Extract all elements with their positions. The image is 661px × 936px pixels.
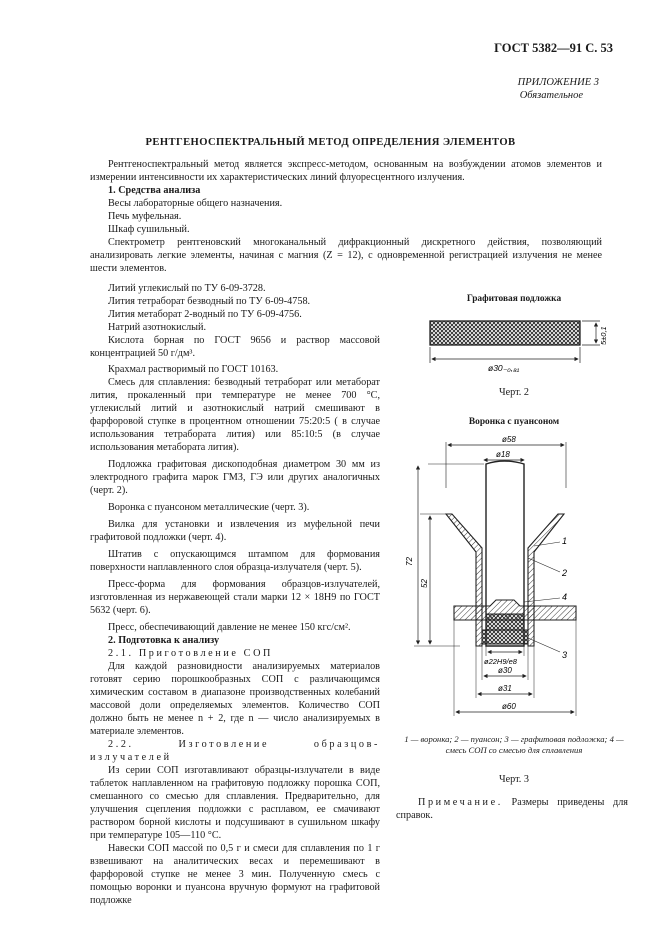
- list-item: Пресс, обеспечивающий давление не менее 150 кгс/см².: [108, 622, 351, 633]
- list-item: Подложка графитовая дископодобная диаметром 30 мм из электродного графита марок ГМЗ, ГЭ или других аналогичных (черт. 2).: [90, 459, 380, 496]
- section2-heading: 2. Подготовка к анализу: [108, 635, 220, 646]
- list-item: Спектрометр рентгеновский многоканальный дифракционный дискретного действия, позволяющий анализировать легкие элементы, начиная с магния (Z = 12), с одновременной регистрацией излучения не менее шести элементов.: [90, 237, 602, 274]
- dim-label: ø60: [502, 702, 516, 711]
- figure2-title: Графитовая подложка: [466, 294, 562, 304]
- appendix-status: Обязательное: [519, 90, 583, 101]
- subsection-text: Навески СОП массой по 0,5 г и смеси для сплавления по 1 г взвешивают на аналитических весах и перемешивают в фарфоровой ступке не менее 3 мин. Полученную смесь с помощью воронки и пуансона вручную формуют на графитовой подложке: [90, 843, 380, 906]
- note-label: Примечание.: [418, 797, 503, 808]
- figure3-caption: Черт. 3: [499, 774, 529, 785]
- subsection-text: Для каждой разновидности анализируемых материалов готовят серию порошкообразных СОП с различающимся химическим составом в диапазоне производственных колебаний массовой доли определяемых элементов. Количество СОП должно быть не менее n + 2, где n — число анализируемых в материале элементов.: [90, 661, 380, 737]
- section1-heading: 1. Средства анализа: [108, 185, 201, 196]
- dim-label: 52: [420, 579, 429, 588]
- list-item: Штатив с опускающимся штампом для формования поверхности наплавленного слоя образца-излучателя (черт. 5).: [90, 549, 380, 573]
- list-item: Пресс-форма для формования образцов-излучателей, изготовленная из нержавеющей стали марки 12 × 18Н9 по ГОСТ 5632 (черт. 6).: [90, 579, 380, 616]
- note: [396, 796, 628, 822]
- figure2-caption: Черт. 2: [499, 387, 529, 398]
- callout-2: 2: [562, 568, 568, 578]
- subsection-title: 2.2. Изготовление образцов-излучателей: [90, 739, 380, 763]
- graphite-substrate: [482, 630, 528, 644]
- list-item: Лития тетраборат безводный по ТУ 6-09-4758.: [108, 296, 311, 307]
- dim-label: ø31: [498, 684, 512, 693]
- appendix-label: [518, 76, 599, 102]
- funnel-right: [528, 514, 564, 646]
- list-item: Вилка для установки и извлечения из муфельной печи графитовой подложки (черт. 4).: [90, 519, 380, 543]
- callout-3: 3: [562, 650, 568, 660]
- list-item: Кислота борная по ГОСТ 9656 и раствор массовой концентрацией 50 г/дм³.: [90, 335, 380, 359]
- subsection-text: Из серии СОП изготавливают образцы-излучатели в виде таблеток наплавленном на графитовую подложку порошка СОП, смешанного со смесью для сплавления. Предварительно, для улучшения сцепления подложки с расплавом, ее смачивают раствором борной кислоты и подсушивают в сушильном шкафу при температуре 105—110 °С.: [90, 765, 380, 841]
- dim-label: ø18: [496, 450, 510, 459]
- callout-1: 1: [562, 536, 568, 546]
- list-item: Весы лабораторные общего назначения.: [108, 198, 283, 209]
- list-item: Смесь для сплавления: безводный тетраборат или метаборат лития, прокаленный при температуре не менее 700 °С, углекислый литий и азотнокислый натрий смешивают в фарфоровой ступке в процентном отношении 75:20:5 ( в случае использования тетрабората лития) или 85:10:5 (в случае использования метабората лития).: [90, 377, 380, 453]
- page-header: ГОСТ 5382—91 С. 53: [494, 41, 613, 55]
- intro-paragraph: Рентгеноспектральный метод является экспресс-методом, основанным на возбуждении атомов элементов и измерении интенсивности их характеристических линий флуоресцентного излучения.: [90, 159, 602, 183]
- figure3-title: Воронка с пуансоном: [468, 417, 560, 427]
- body-top: [90, 158, 602, 275]
- dim-label: ø22H9/e8: [484, 657, 517, 666]
- list-item: Крахмал растворимый по ГОСТ 10163.: [108, 364, 279, 375]
- sop-mixture: [486, 614, 524, 630]
- figure2-drawing: [400, 305, 628, 375]
- note-text: Размеры приведены для справок.: [396, 797, 628, 821]
- dim-label: ø58: [502, 435, 516, 444]
- funnel-left: [446, 514, 482, 646]
- dim-label: ø30: [498, 666, 512, 675]
- subsection-title: 2.1. Приготовление СОП: [108, 648, 273, 659]
- list-item: Шкаф сушильный.: [108, 224, 190, 235]
- list-item: Литий углекислый по ТУ 6-09-3728.: [108, 283, 266, 294]
- callout-4: 4: [562, 592, 568, 602]
- list-item: Лития метаборат 2-водный по ТУ 6-09-4756.: [108, 309, 302, 320]
- body-left-column: [90, 282, 380, 907]
- list-item: Натрий азотнокислый.: [108, 322, 207, 333]
- appendix-number: ПРИЛОЖЕНИЕ 3: [517, 77, 599, 88]
- dim-diameter-label: ø30₋₀,₈₁: [488, 363, 520, 373]
- dim-label: 72: [405, 557, 414, 566]
- figure3-legend: 1 — воронка; 2 — пуансон; 3 — графитовая подложка; 4 — смесь СОП со смесью для сплавления: [404, 734, 624, 755]
- list-item: Воронка с пуансоном металлические (черт. 3).: [108, 502, 310, 513]
- graphite-substrate: [430, 321, 580, 345]
- document-title: РЕНТГЕНОСПЕКТРАЛЬНЫЙ МЕТОД ОПРЕДЕЛЕНИЯ ЭЛЕМЕНТОВ: [145, 137, 516, 148]
- list-item: Печь муфельная.: [108, 211, 182, 222]
- figure3-drawing: [400, 430, 628, 730]
- dim-height-label: 5±0,1: [599, 326, 608, 345]
